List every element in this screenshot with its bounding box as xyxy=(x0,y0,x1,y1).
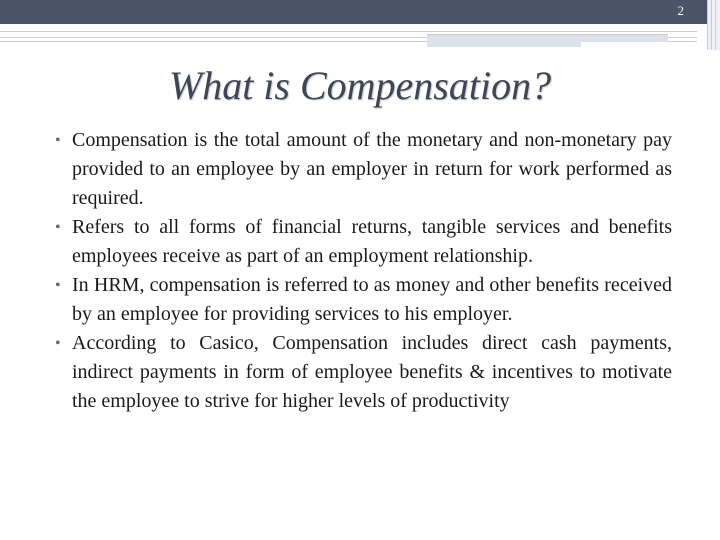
bullet-icon: • xyxy=(55,219,61,236)
bullet-item xyxy=(52,271,672,329)
bullet-text: Refers to all forms of financial returns, tangible services and benefits employees receive as part of an employment relationship. xyxy=(72,216,672,267)
slide-title: What is Compensation? xyxy=(168,63,552,108)
decorative-line xyxy=(0,31,697,32)
bullet-item xyxy=(52,126,672,213)
header-bar xyxy=(0,0,708,24)
bullet-text: In HRM, compensation is referred to as money and other benefits received by an employee for providing services to his employer. xyxy=(72,274,672,325)
bullet-text: According to Casico, Compensation includes direct cash payments, indirect payments in form of employee benefits & incentives to motivate the employee to strive for higher levels of productivity xyxy=(72,332,672,412)
bullet-icon: • xyxy=(55,335,61,352)
decorative-band xyxy=(427,41,581,47)
page-number: 2 xyxy=(677,3,684,18)
bullet-text: Compensation is the total amount of the monetary and non-monetary pay provided to an employee by an employer in return for work performed as required. xyxy=(72,129,672,209)
bullet-icon: • xyxy=(55,277,61,294)
decorative-side-strip xyxy=(707,0,720,50)
bullet-item xyxy=(52,329,672,416)
bullet-list xyxy=(52,126,672,416)
bullet-icon: • xyxy=(55,132,61,149)
bullet-item xyxy=(52,213,672,271)
